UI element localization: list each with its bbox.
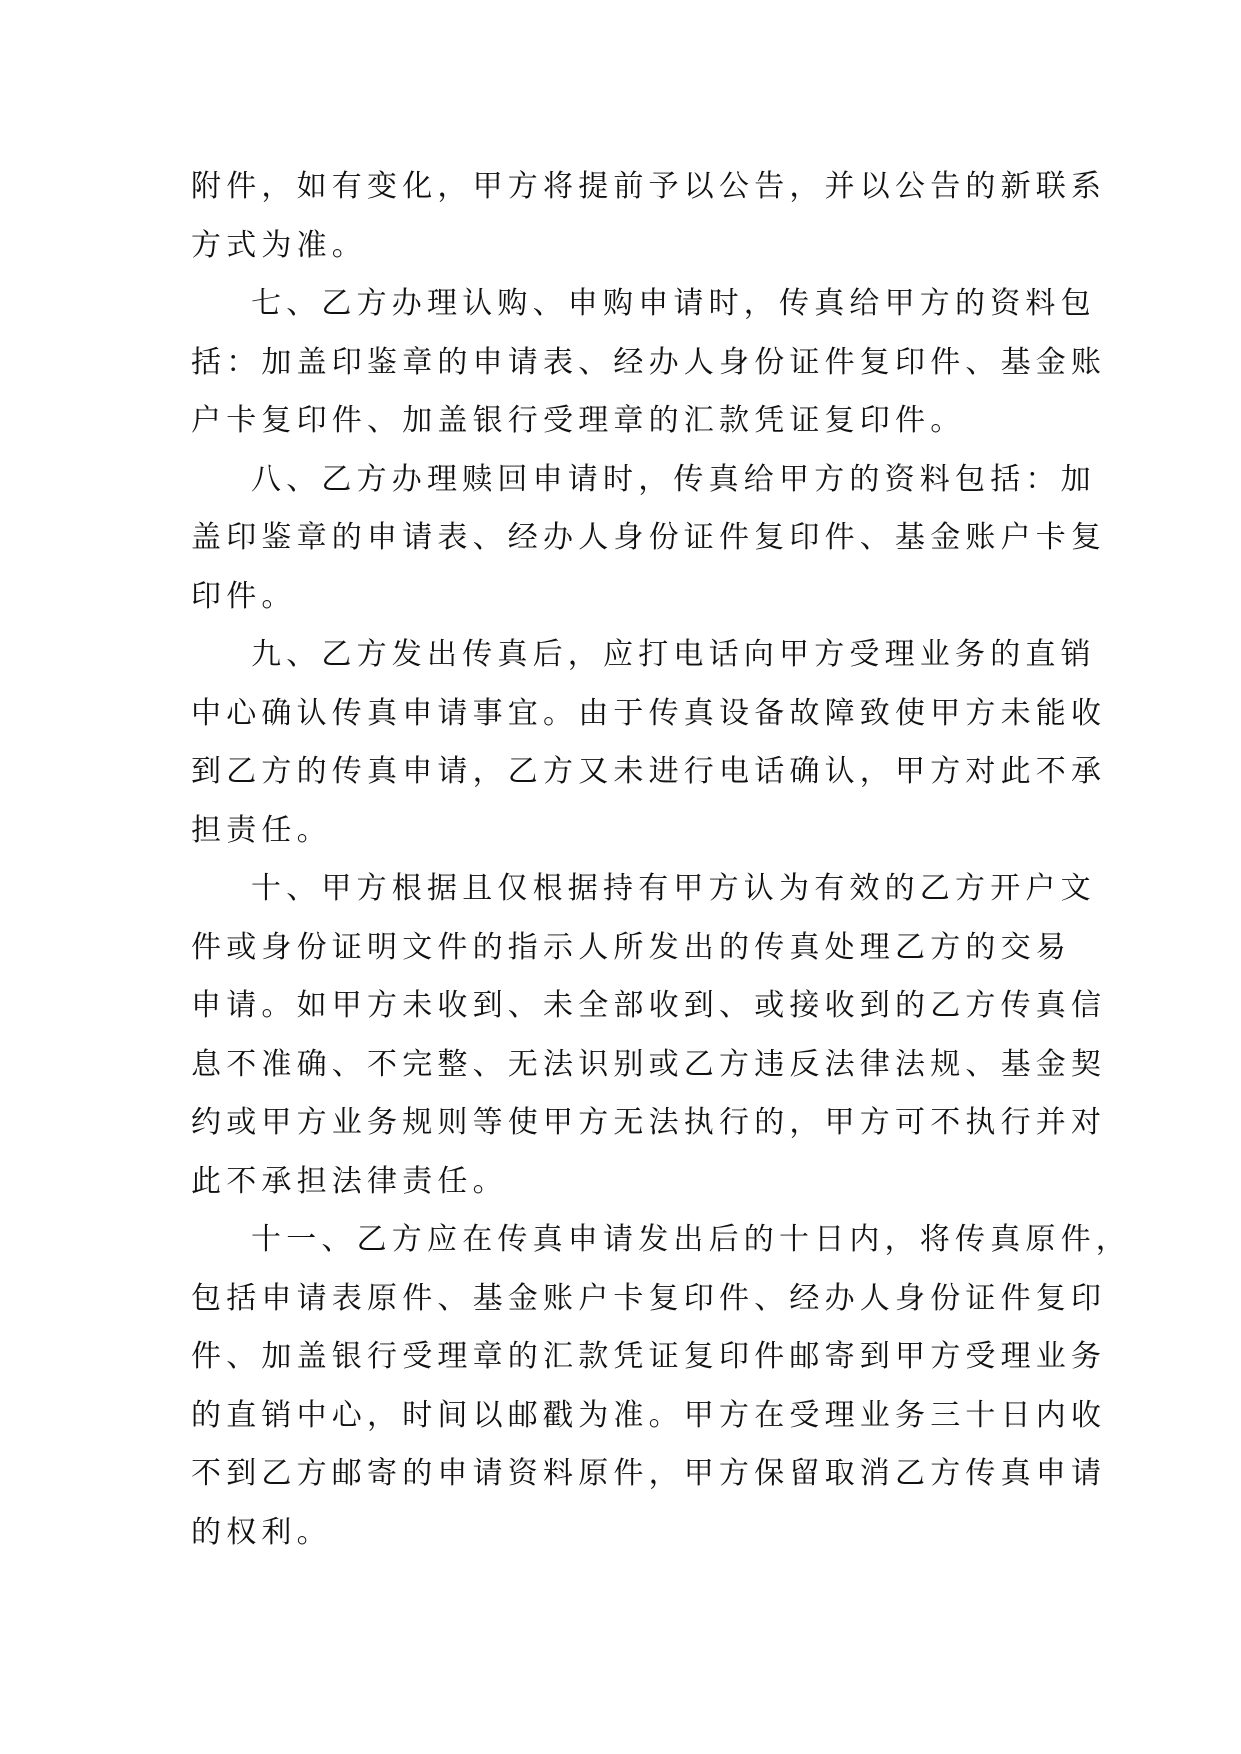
document-page <box>191 158 1131 1562</box>
text-line: 十一、乙方应在传真申请发出后的十日内，将传真原件， <box>251 1222 1131 1257</box>
paragraph-clause-11 <box>191 1211 1131 1562</box>
text-line: 包括申请表原件、基金账户卡复印件、经办人身份证件复印 <box>191 1280 1107 1316</box>
text-line: 盖印鉴章的申请表、经办人身份证件复印件、基金账户卡复 <box>191 520 1107 555</box>
text-line: 户卡复印件、加盖银行受理章的汇款凭证复印件。 <box>191 403 966 438</box>
text-line: 件或身份证明文件的指示人所发出的传真处理乙方的交易 <box>191 929 1071 965</box>
text-line: 中心确认传真申请事宜。由于传真设备故障致使甲方未能收 <box>191 695 1107 731</box>
text-line: 十、甲方根据且仅根据持有甲方认为有效的乙方开户文 <box>251 871 1096 906</box>
text-line: 附件，如有变化，甲方将提前予以公告，并以公告的新联系 <box>191 169 1107 204</box>
paragraph-contact-continuation <box>191 158 1107 275</box>
text-line: 不到乙方邮寄的申请资料原件，甲方保留取消乙方传真申请 <box>191 1456 1107 1491</box>
text-line: 印件。 <box>191 578 297 614</box>
text-line: 件、加盖银行受理章的汇款凭证复印件邮寄到甲方受理业务 <box>191 1339 1107 1374</box>
paragraph-clause-10 <box>191 860 1107 1211</box>
text-line: 的权利。 <box>191 1514 332 1550</box>
text-line: 申请。如甲方未收到、未全部收到、或接收到的乙方传真信 <box>191 988 1107 1023</box>
text-line: 到乙方的传真申请，乙方又未进行电话确认，甲方对此不承 <box>191 754 1107 789</box>
text-line: 的直销中心，时间以邮戳为准。甲方在受理业务三十日内收 <box>191 1397 1107 1433</box>
text-line: 约或甲方业务规则等使甲方无法执行的，甲方可不执行并对 <box>191 1105 1107 1140</box>
text-line: 息不准确、不完整、无法识别或乙方违反法律法规、基金契 <box>191 1046 1107 1082</box>
text-line: 括：加盖印鉴章的申请表、经办人身份证件复印件、基金账 <box>191 344 1107 380</box>
paragraph-clause-8 <box>191 451 1107 627</box>
text-line: 担责任。 <box>191 812 332 848</box>
paragraph-clause-9 <box>191 626 1107 860</box>
text-line: 八、乙方办理赎回申请时，传真给甲方的资料包括：加 <box>251 461 1096 497</box>
text-line: 七、乙方办理认购、申购申请时，传真给甲方的资料包 <box>251 286 1096 321</box>
text-line: 此不承担法律责任。 <box>191 1163 508 1199</box>
text-line: 九、乙方发出传真后，应打电话向甲方受理业务的直销 <box>251 637 1096 672</box>
paragraph-clause-7 <box>191 275 1107 451</box>
text-line: 方式为准。 <box>191 227 367 263</box>
